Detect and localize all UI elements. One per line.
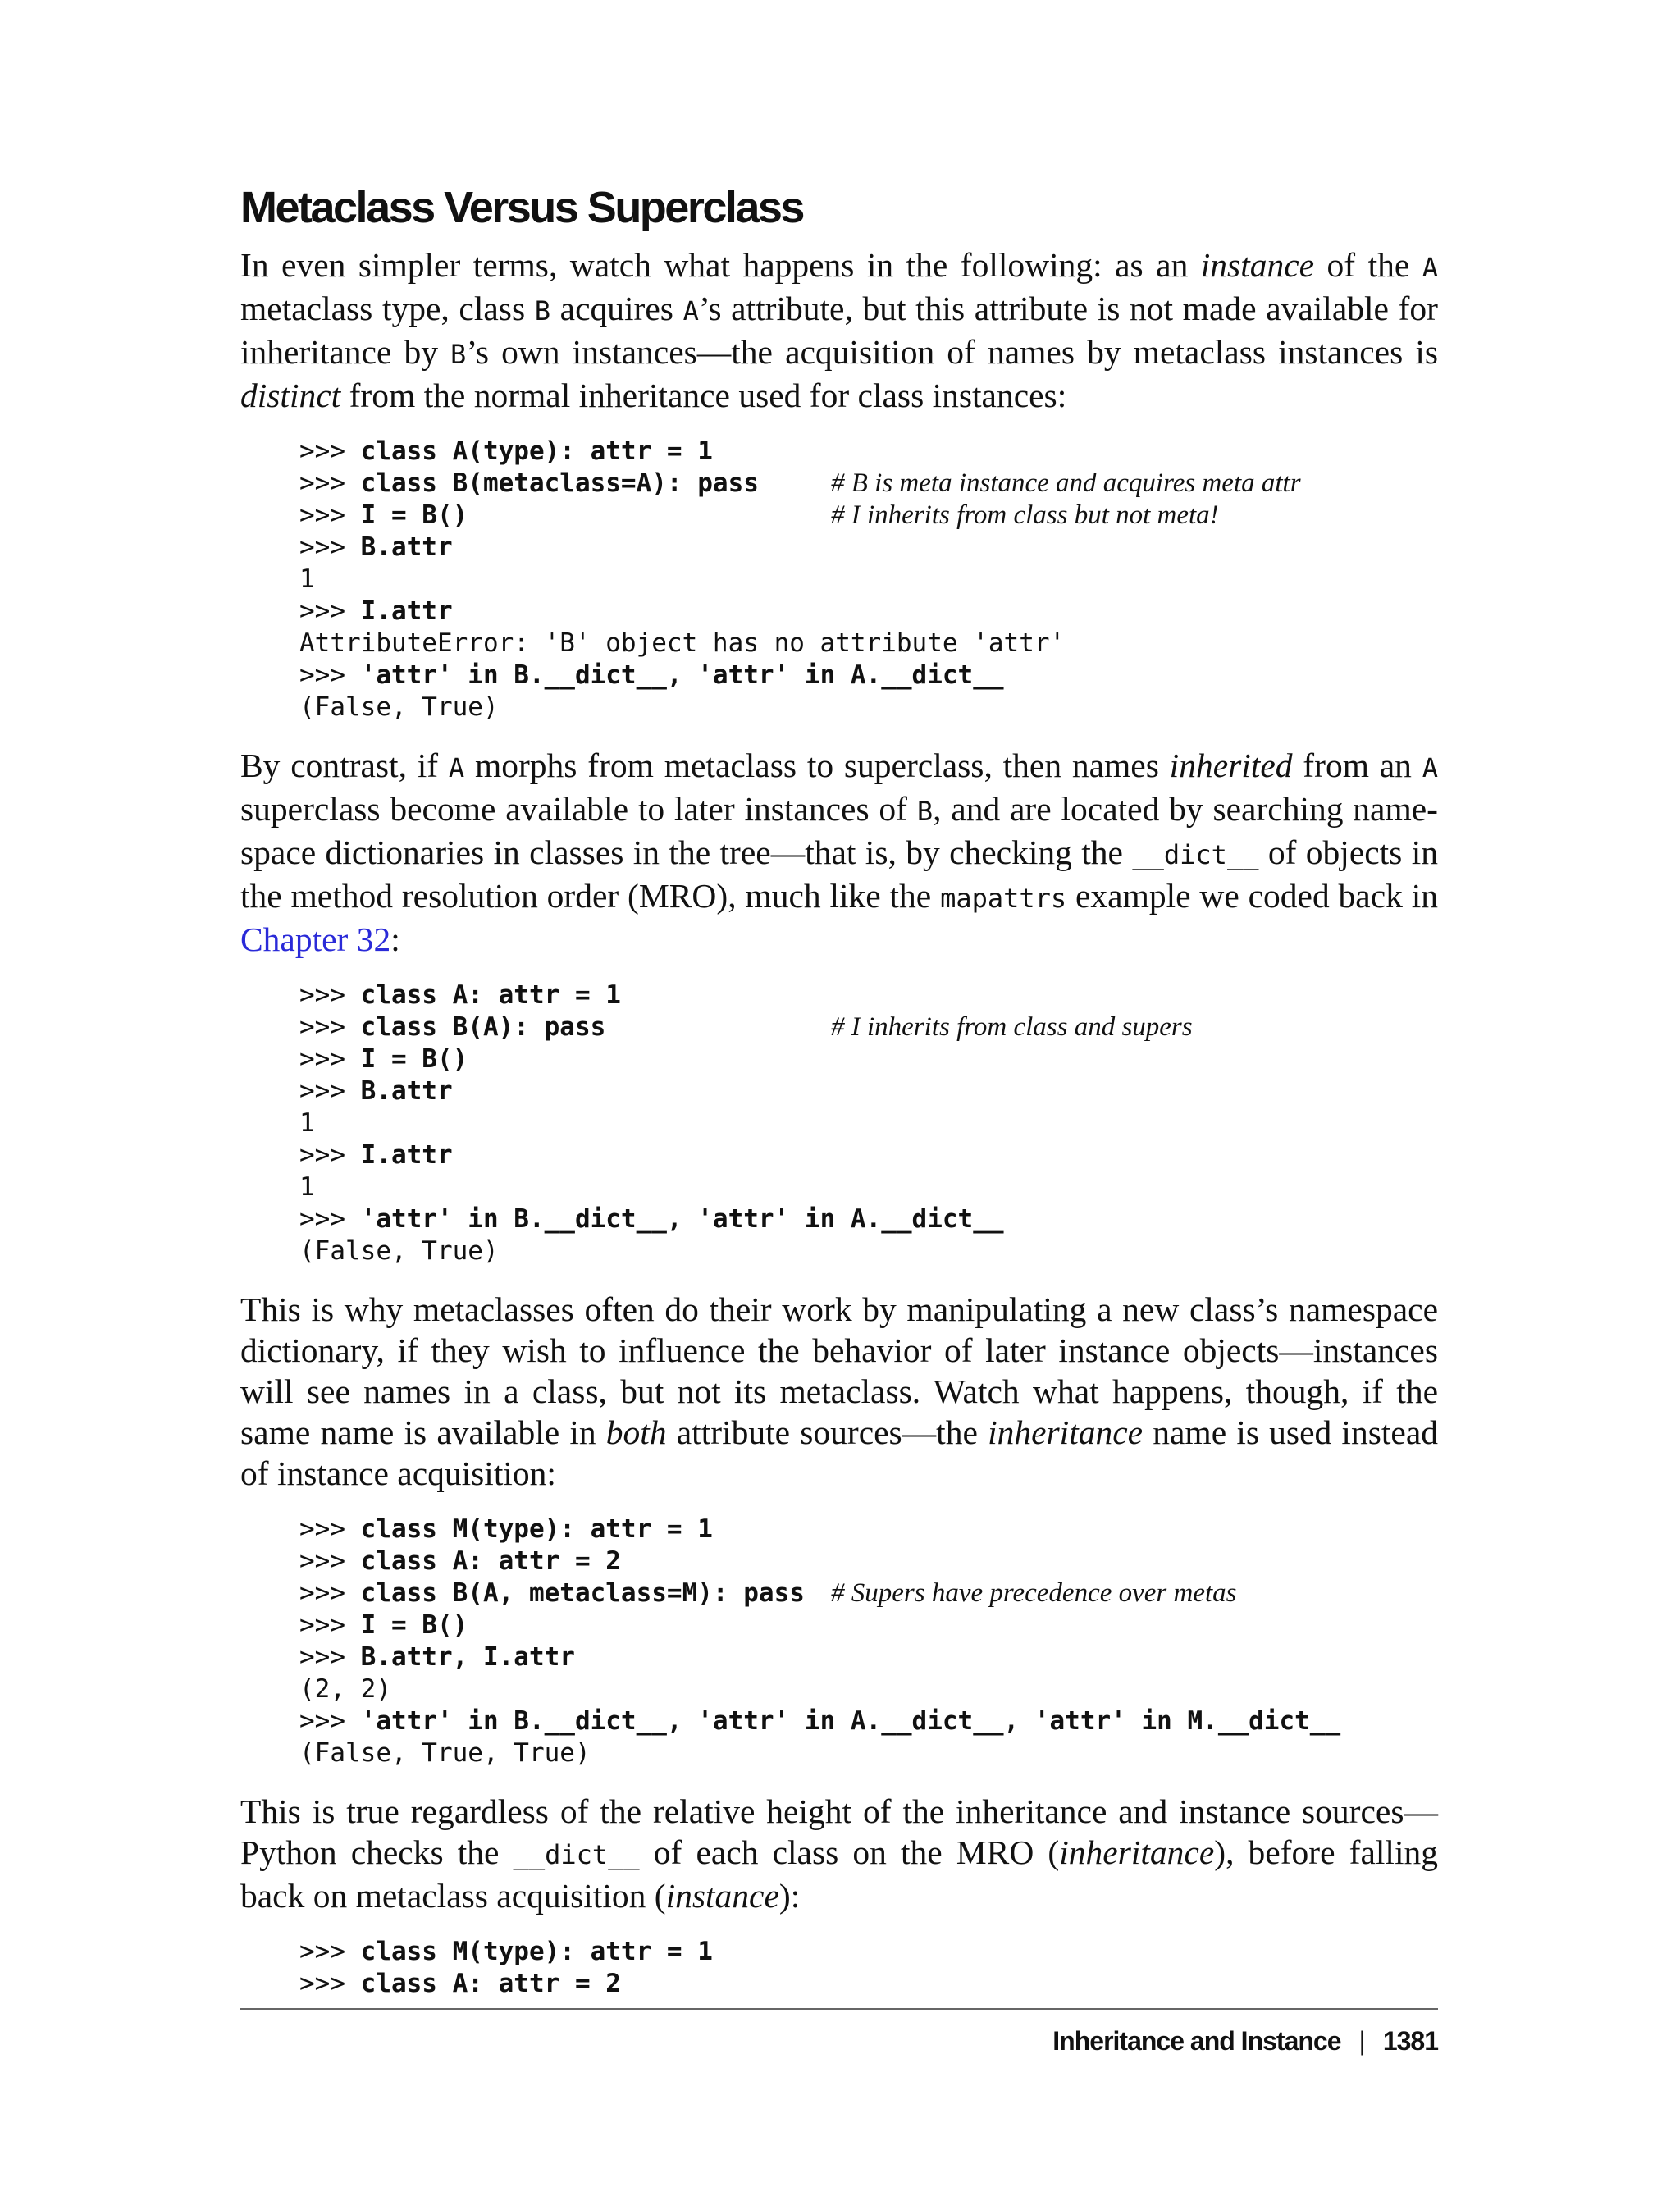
code-line [299, 1641, 1438, 1673]
code-prompt: >>> [299, 1578, 361, 1608]
code-comment: # I inherits from class but not meta! [831, 500, 1219, 530]
code-line [299, 1171, 1438, 1203]
code-command: class A: attr = 2 [360, 1969, 621, 1998]
section-title: Metaclass Versus Superclass [240, 183, 803, 232]
code-command: class A: attr = 2 [360, 1546, 621, 1576]
code-prompt: >>> [299, 1546, 361, 1576]
code-command: B.attr [360, 532, 453, 562]
code-prompt: >>> [299, 596, 361, 626]
code-prompt: >>> [299, 1076, 361, 1106]
paragraph [240, 745, 1438, 960]
code-line [299, 1075, 1438, 1107]
code-command: I = B() [360, 1610, 468, 1640]
code-prompt: >>> [299, 1140, 361, 1170]
inline-code: A [1422, 252, 1438, 283]
code-prompt: >>> [299, 1514, 361, 1544]
code-command: B.attr, I.attr [360, 1642, 575, 1672]
paragraph-text: of objects in the method resolution order (MRO), much like the [240, 833, 1438, 915]
code-output: (False, True) [299, 692, 499, 722]
code-command: class A(type): attr = 1 [360, 436, 713, 466]
paragraph-text: By contrast, if [240, 746, 449, 784]
code-command: 'attr' in B.__dict__, 'attr' in A.__dict__ [360, 1204, 1004, 1234]
code-prompt: >>> [299, 1642, 361, 1672]
code-line [299, 1011, 1438, 1043]
code-prompt: >>> [299, 1937, 361, 1966]
footer-rule [240, 2008, 1438, 2010]
inline-code: B [916, 796, 934, 827]
code-prompt: >>> [299, 500, 361, 530]
paragraph-text: ): [778, 1877, 801, 1915]
code-block [299, 436, 1438, 724]
code-line [299, 1513, 1438, 1545]
paragraph-text: attribute sources—the [666, 1413, 988, 1451]
page-content [240, 179, 1438, 2021]
code-line [299, 532, 1438, 564]
code-line [299, 564, 1438, 596]
code-line [299, 1609, 1438, 1641]
inline-code: __dict__ [513, 1839, 640, 1870]
code-line [299, 468, 1438, 500]
footer-separator: | [1358, 2026, 1365, 2056]
page-footer [1052, 2025, 1438, 2057]
code-command: class M(type): attr = 1 [360, 1514, 713, 1544]
code-command: I = B() [360, 1044, 468, 1074]
inline-code: mapattrs [940, 883, 1067, 914]
paragraph [240, 1289, 1438, 1494]
code-block [299, 979, 1438, 1267]
code-prompt: >>> [299, 1012, 361, 1042]
code-line [299, 1968, 1438, 2000]
paragraph-text: example we coded back in [1066, 877, 1439, 915]
code-command: class M(type): attr = 1 [360, 1937, 713, 1966]
paragraph-text: morphs from metaclass to superclass, then names [464, 746, 1170, 784]
code-output: AttributeError: 'B' object has no attribute 'attr' [299, 628, 1066, 658]
code-command: class A: attr = 1 [360, 980, 621, 1010]
paragraph-text: metaclass type, class [240, 290, 535, 327]
code-prompt: >>> [299, 1610, 361, 1640]
code-command: I.attr [360, 1140, 453, 1170]
inline-code: B [450, 339, 467, 370]
paragraph [240, 1791, 1438, 1916]
code-command: I.attr [360, 596, 453, 626]
emphasis-text: instance [665, 1877, 779, 1915]
code-line [299, 1577, 1438, 1609]
code-output: 1 [299, 564, 315, 594]
code-line [299, 436, 1438, 468]
code-prompt: >>> [299, 1044, 361, 1074]
paragraph-text: ), before falling back on metaclass acquisition ( [240, 1833, 1438, 1915]
paragraph-text: : [390, 920, 400, 958]
code-prompt: >>> [299, 468, 361, 498]
code-block [299, 1936, 1438, 2000]
code-prompt: >>> [299, 1969, 361, 1998]
code-line [299, 660, 1438, 692]
page-number: 1381 [1382, 2026, 1438, 2056]
code-line [299, 628, 1438, 660]
inline-code: A [1422, 752, 1438, 783]
code-line [299, 979, 1438, 1011]
code-line [299, 1139, 1438, 1171]
emphasis-text: both [605, 1413, 667, 1451]
inline-code: A [682, 295, 699, 326]
code-output: (False, True, True) [299, 1738, 591, 1768]
emphasis-text: inherited [1169, 746, 1293, 784]
code-comment: # Supers have precedence over metas [831, 1578, 1237, 1608]
paragraph-text: This is true regardless of the relative height of the inheritance and instance sources—Python checks the [240, 1792, 1438, 1871]
code-command: class B(metaclass=A): pass [360, 468, 759, 498]
emphasis-text: distinct [240, 377, 341, 414]
code-line [299, 1107, 1438, 1139]
paragraph [240, 244, 1438, 416]
code-prompt: >>> [299, 1204, 361, 1234]
chapter-link[interactable]: Chapter 32 [240, 920, 391, 958]
code-command: B.attr [360, 1076, 453, 1106]
inline-code: A [448, 752, 465, 783]
paragraph-text: superclass become available to later instances of [240, 790, 917, 828]
paragraph-text: acquires [550, 290, 683, 327]
paragraph-text: from an [1292, 746, 1422, 784]
code-line [299, 500, 1438, 532]
code-line [299, 1705, 1438, 1737]
code-line [299, 1235, 1438, 1267]
code-command: class B(A, metaclass=M): pass [360, 1578, 805, 1608]
paragraph-text: ’s attribute, but this attribute is not made available for inheritance by [240, 290, 1438, 371]
paragraph-text: , and are located by searching namespace dictionaries in classes in the tree—that is, by checking the [240, 790, 1438, 871]
code-comment: # I inherits from class and supers [831, 1012, 1193, 1042]
code-prompt: >>> [299, 980, 361, 1010]
paragraph-text: of the [1314, 246, 1422, 284]
emphasis-text: inheritance [1059, 1833, 1215, 1871]
code-line [299, 1043, 1438, 1075]
code-output: (False, True) [299, 1236, 499, 1266]
code-block [299, 1513, 1438, 1769]
paragraph-text: ’s own instances—the acquisition of names by metaclass instances is [466, 333, 1438, 371]
paragraph-text: This is why metaclasses often do their work by manipulating a new class’s namespace dictionary, if they wish to influence the behavior of later instance objects—instances will see names in a class, but not its metaclass. Watch what happens, though, if the same name is available in [240, 1290, 1438, 1451]
paragraph-text: from the normal inheritance used for class instances: [340, 377, 1067, 414]
code-command: class B(A): pass [360, 1012, 606, 1042]
code-output: (2, 2) [299, 1674, 391, 1704]
code-prompt: >>> [299, 1706, 361, 1736]
paragraph-text: In even simpler terms, watch what happens in the following: as an [240, 246, 1201, 284]
inline-code: B [534, 295, 551, 326]
code-line [299, 1203, 1438, 1235]
footer-section-title: Inheritance and Instance [1052, 2026, 1341, 2056]
code-command: I = B() [360, 500, 468, 530]
code-line [299, 1545, 1438, 1577]
code-command: 'attr' in B.__dict__, 'attr' in A.__dict__ [360, 660, 1004, 690]
emphasis-text: instance [1200, 246, 1315, 284]
code-line [299, 1936, 1438, 1968]
paragraph-text: of each class on the MRO ( [639, 1833, 1060, 1871]
code-prompt: >>> [299, 660, 361, 690]
code-line [299, 1737, 1438, 1769]
code-command: 'attr' in B.__dict__, 'attr' in A.__dict__, 'attr' in M.__dict__ [360, 1706, 1341, 1736]
emphasis-text: inheritance [988, 1413, 1144, 1451]
code-prompt: >>> [299, 532, 361, 562]
code-output: 1 [299, 1108, 315, 1138]
code-comment: # B is meta instance and acquires meta attr [831, 468, 1301, 498]
code-output: 1 [299, 1172, 315, 1202]
inline-code: __dict__ [1132, 839, 1259, 870]
paragraph-text: name is used instead of instance acquisition: [240, 1413, 1438, 1492]
code-line [299, 692, 1438, 724]
code-prompt: >>> [299, 436, 361, 466]
code-line [299, 1673, 1438, 1705]
code-line [299, 596, 1438, 628]
